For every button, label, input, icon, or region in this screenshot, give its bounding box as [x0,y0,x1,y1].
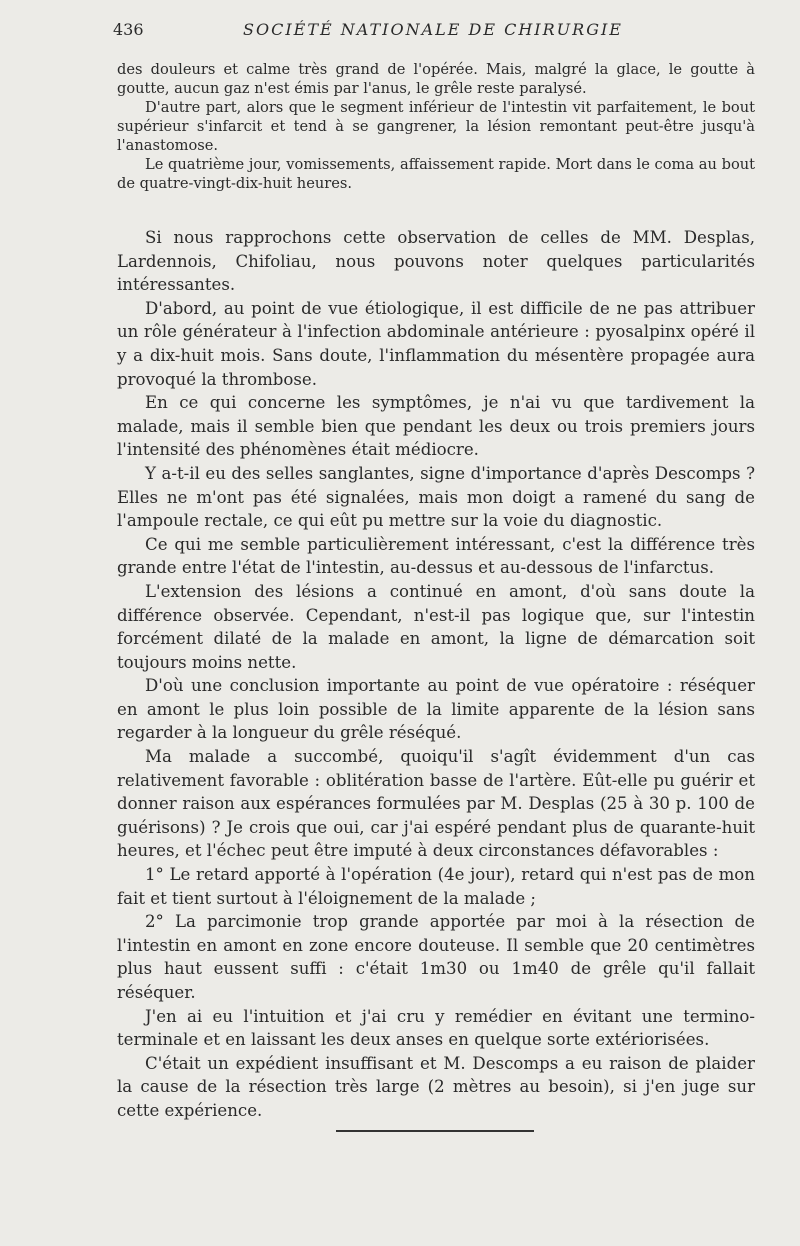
discussion-text [117,226,755,1123]
journal-title: SOCIÉTÉ NATIONALE DE CHIRURGIE [243,20,623,39]
discussion-paragraph: D'abord, au point de vue étiologique, il est difficile de ne pas attribuer un rôle générateur à l'infection abdominale antérieure : pyosalpinx opéré il y a dix-huit mois. Sans doute, l'inflammation du mésentère propagée aura provoqué la thrombose. [117,298,755,389]
end-of-article-rule [336,1130,534,1132]
discussion-paragraph: J'en ai eu l'intuition et j'ai cru y remédier en évitant une termino-terminale et en laissant les deux anses en quelque sorte extériorisées. [117,1006,755,1050]
discussion-paragraph: Ma malade a succombé, quoiqu'il s'agît évidemment d'un cas relativement favorable : oblitération basse de l'artère. Eût-elle pu guérir et donner raison aux espérances formulées par M. Desplas (25 à 30 p. 100 de guérisons) ? Je crois que oui, car j'ai espéré pendant plus de quarante-huit heures, et l'échec peut être imputé à deux circonstances défavorables : [117,747,755,861]
running-head [113,20,753,42]
discussion-paragraph: L'extension des lésions a continué en amont, d'où sans doute la différence observée. Cependant, n'est-il pas logique que, sur l'intestin forcément dilaté de la malade en amont, la ligne de démarcation soit toujours moins nette. [117,581,755,672]
page-number: 436 [113,20,144,39]
discussion-paragraph: En ce qui concerne les symptômes, je n'ai vu que tardivement la malade, mais il semble bien que pendant les deux ou trois premiers jours l'intensité des phénomènes était médiocre. [117,393,755,460]
case-paragraph: Le quatrième jour, vomissements, affaissement rapide. Mort dans le coma au bout de quatre-vingt-dix-huit heures. [117,156,755,192]
case-report-text [117,60,755,193]
discussion-paragraph: C'était un expédient insuffisant et M. Descomps a eu raison de plaider la cause de la résection très large (2 mètres au besoin), si j'en juge sur cette expérience. [117,1053,755,1120]
discussion-paragraph: D'où une conclusion importante au point de vue opératoire : réséquer en amont le plus loin possible de la limite apparente de la lésion sans regarder à la longueur du grêle réséqué. [117,676,755,743]
discussion-paragraph: Si nous rapprochons cette observation de celles de MM. Desplas, Lardennois, Chifoliau, nous pouvons noter quelques particularités intéressantes. [117,228,755,295]
case-paragraph: D'autre part, alors que le segment inférieur de l'intestin vit parfaitement, le bout supérieur s'infarcit et tend à se gangrener, la lésion remontant peut-être jusqu'à l'anastomose. [117,99,755,154]
discussion-paragraph: 1° Le retard apporté à l'opération (4e jour), retard qui n'est pas de mon fait et tient surtout à l'éloignement de la malade ; [117,865,755,908]
discussion-paragraph: Ce qui me semble particulièrement intéressant, c'est la différence très grande entre l'état de l'intestin, au-dessus et au-dessous de l'infarctus. [117,534,755,578]
discussion-paragraph: 2° La parcimonie trop grande apportée par moi à la résection de l'intestin en amont en zone encore douteuse. Il semble que 20 centimètres plus haut eussent suffi : c'était 1m30 ou 1m40 de grêle qu'il fallait réséquer. [117,912,755,1002]
discussion-paragraph: Y a-t-il eu des selles sanglantes, signe d'importance d'après Descomps ? Elles ne m'ont pas été signalées, mais mon doigt a ramené du sang de l'ampoule rectale, ce qui eût pu mettre sur la voie du diagnostic. [117,463,755,531]
case-paragraph: des douleurs et calme très grand de l'opérée. Mais, malgré la glace, le goutte à goutte, aucun gaz n'est émis par l'anus, le grêle reste paralysé. [117,61,755,97]
